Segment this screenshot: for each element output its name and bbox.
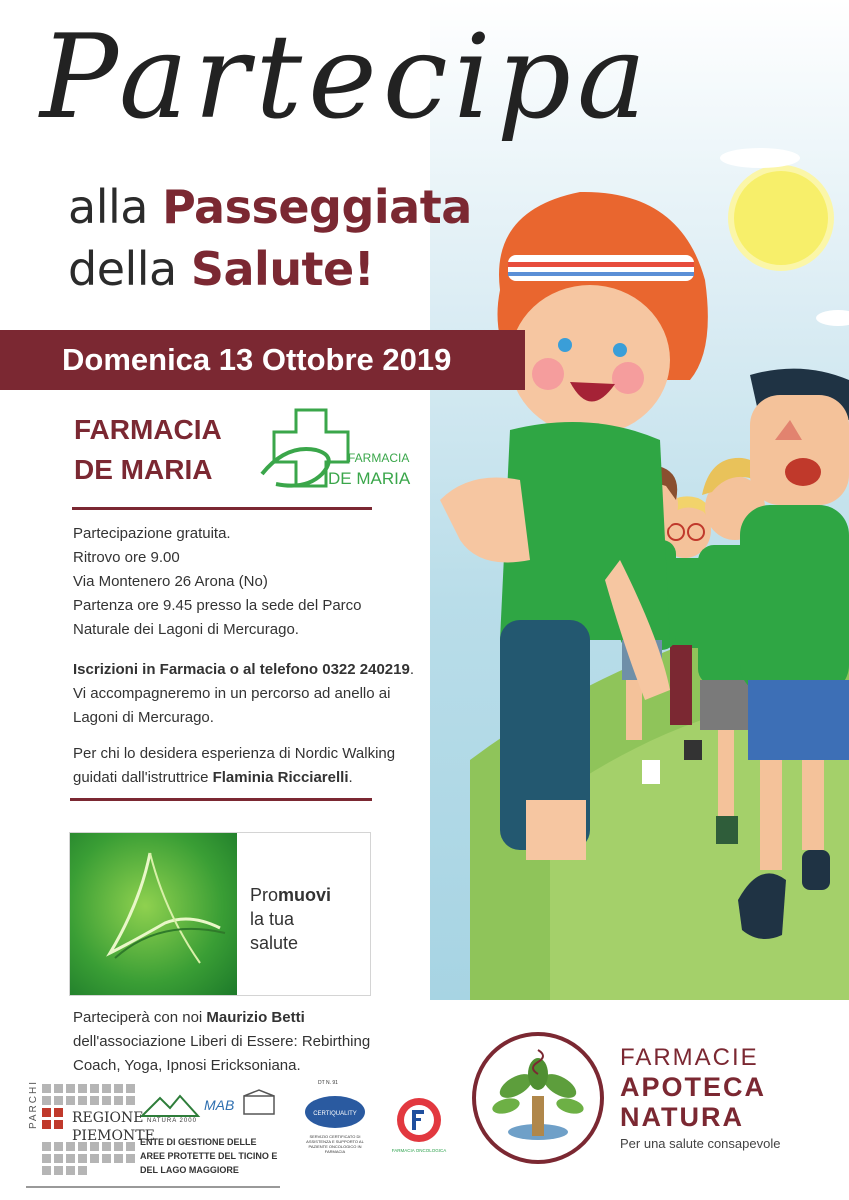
nordic-end: .	[348, 769, 353, 786]
guest-name: Maurizio Betti	[206, 1009, 305, 1026]
certiquality-logo	[303, 1092, 367, 1132]
route-line: Vi accompagneremo in un percorso ad anello ai	[73, 685, 391, 702]
headline-2-bold: Salute!	[190, 242, 375, 296]
divider	[72, 507, 372, 510]
registration-end: .	[409, 661, 414, 678]
promuovi-muovi: muovi	[278, 885, 332, 905]
info-line: Naturale dei Lagoni di Mercurago.	[73, 621, 299, 638]
apoteca-natura-wordmark	[620, 1044, 780, 1151]
nordic-line: Per chi lo desidera esperienza di Nordic Walking	[73, 745, 396, 762]
promuovi-text	[250, 883, 331, 955]
registration-bold: Iscrizioni in Farmacia o al telefono 0322 240219	[73, 661, 410, 678]
cloud-icon	[720, 148, 800, 168]
walkers-illustration	[430, 0, 849, 1000]
footer-rule	[26, 1186, 280, 1188]
pharmacy-name	[74, 410, 222, 490]
pharmacy-name-line-1: FARMACIA	[74, 414, 222, 445]
promuovi-line-3: salute	[250, 933, 299, 953]
promuovi-line-1	[250, 883, 331, 907]
natura-2000-label: NATURA 2000	[147, 1118, 197, 1124]
registration-line	[73, 658, 453, 682]
info-line: Via Montenero 26 Arona (No)	[73, 573, 268, 590]
farmacia-oncologica-logo	[388, 1092, 450, 1154]
headline-1-regular: alla	[68, 180, 163, 234]
nordic-regular: guidati dall'istruttrice	[73, 769, 213, 786]
headline-2-regular: della	[68, 242, 191, 296]
apoteca-line-1: FARMACIE	[620, 1044, 759, 1071]
event-info	[73, 522, 453, 790]
apoteca-tagline: Per una salute consapevole	[620, 1136, 781, 1151]
promuovi-swirl-icon	[70, 833, 237, 995]
route-line: Lagoni di Mercurago.	[73, 709, 214, 726]
fo-text: FARMACIA ONCOLOGICA	[391, 1148, 447, 1153]
headline-line-2	[68, 242, 374, 296]
cert-description: SERVIZIO CERTIFICATO DI ASSISTENZA E SUPPORTO AL PAZIENTE ONCOLOGICO IN FARMACIA	[306, 1134, 364, 1154]
piemonte-label: PIEMONTE	[72, 1128, 155, 1144]
logo-text-line-1: FARMACIA	[348, 451, 410, 465]
nordic-line	[73, 766, 453, 790]
parchi-label: PARCHI	[28, 1080, 39, 1130]
guest-line-1	[73, 1006, 453, 1030]
info-line: Partecipazione gratuita.	[73, 525, 231, 542]
guest-info	[73, 1006, 453, 1078]
event-date: Domenica 13 Ottobre 2019	[62, 342, 452, 377]
certiquality-text: CERTIQUALITY	[313, 1111, 357, 1117]
mab-text: MAB	[204, 1097, 235, 1113]
guest-line-2: dell'associazione Liberi di Essere: Rebirthing	[73, 1033, 371, 1050]
logo-text-line-2: DE MARIA	[328, 469, 411, 488]
headline-line-1	[68, 180, 472, 234]
apoteca-line-2: APOTECA	[620, 1072, 767, 1102]
promuovi-card	[69, 832, 371, 996]
ente-label: ENTE DI GESTIONE DELLE AREE PROTETTE DEL TICINO E DEL LAGO MAGGIORE	[140, 1137, 278, 1175]
info-line: Ritrovo ore 9.00	[73, 549, 180, 566]
cloud-icon	[816, 310, 849, 326]
cert-number: DT N. 91	[318, 1080, 338, 1086]
divider	[70, 798, 372, 801]
sun-icon	[731, 168, 831, 268]
farmacia-de-maria-logo	[256, 404, 416, 496]
promuovi-pro: Pro	[250, 885, 279, 905]
guest-regular: Parteciperà con noi	[73, 1009, 207, 1026]
caduceus-tree-icon	[476, 1036, 600, 1160]
guest-line-3: Coach, Yoga, Ipnosi Ericksoniana.	[73, 1057, 301, 1074]
apoteca-line-3: NATURA	[620, 1102, 744, 1132]
apoteca-natura-logo	[472, 1032, 604, 1164]
regione-label: REGIONE	[72, 1110, 144, 1126]
headline-1-bold: Passeggiata	[162, 180, 472, 234]
promuovi-logo-panel	[70, 833, 237, 995]
instructor-name: Flaminia Ricciarelli	[212, 769, 349, 786]
pharmacy-name-line-2: DE MARIA	[74, 454, 213, 485]
promuovi-line-2: la tua	[250, 909, 295, 929]
title-partecipa: Partecipa	[40, 10, 653, 145]
info-line: Partenza ore 9.45 presso la sede del Parco	[73, 597, 362, 614]
